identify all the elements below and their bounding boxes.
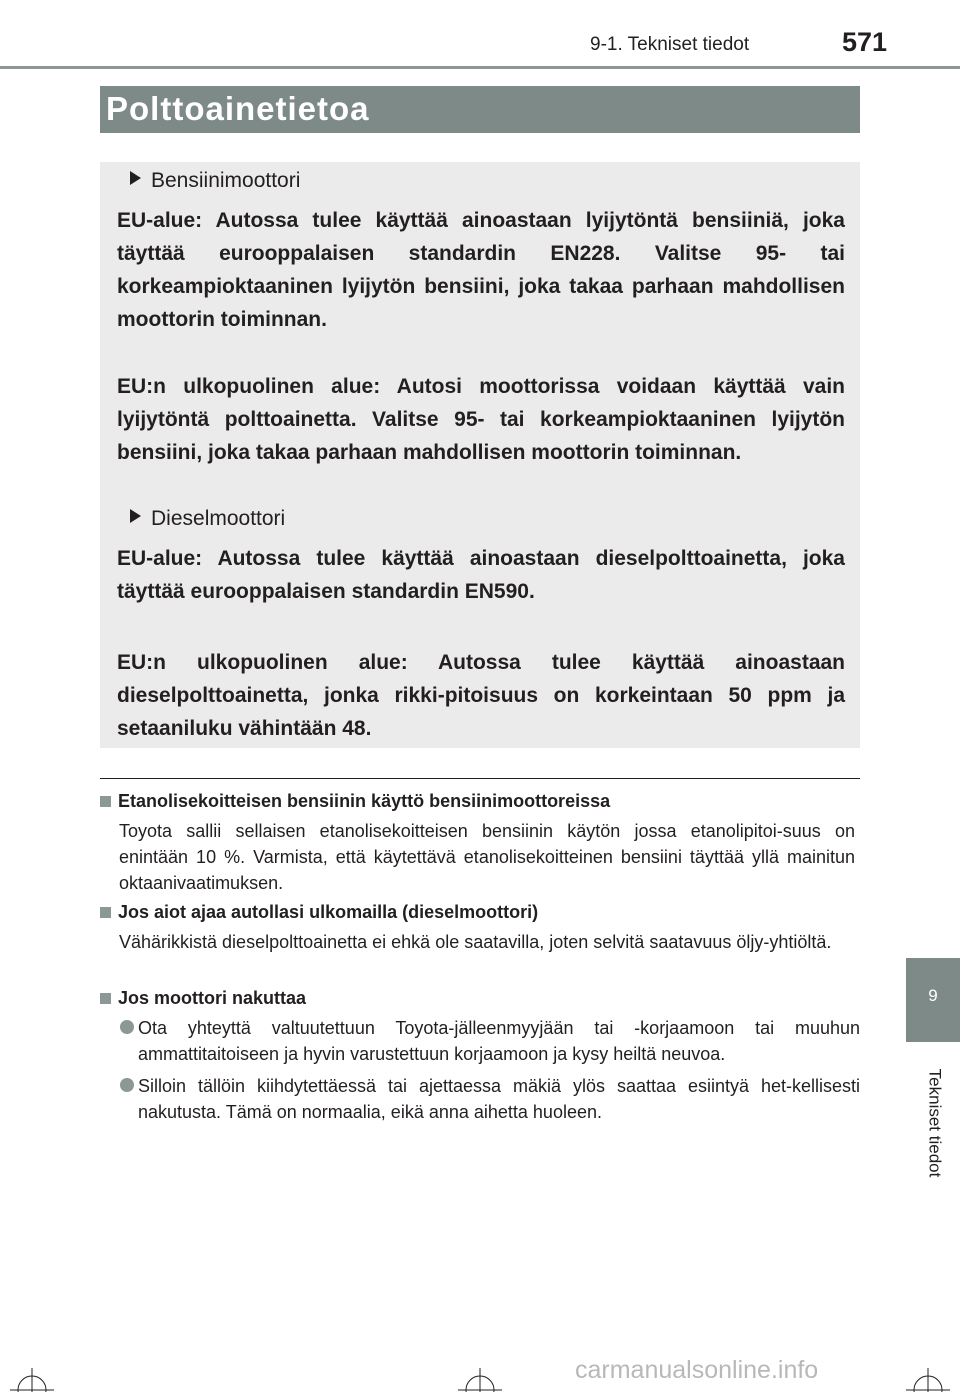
- circle-bullet-icon: [120, 1020, 134, 1034]
- triangle-bullet-icon: [130, 171, 141, 185]
- page-title: Polttoainetietoa: [106, 90, 370, 127]
- square-bullet-icon: [100, 993, 111, 1004]
- note-heading-knocking: [100, 988, 306, 1009]
- watermark-text: carmanualsonline.info: [575, 1356, 819, 1384]
- note-heading-text: Jos aiot ajaa autollasi ulkomailla (dieselmoottori): [118, 902, 539, 922]
- square-bullet-icon: [100, 796, 111, 807]
- diesel-engine-heading: [130, 507, 285, 531]
- note-heading-abroad: [100, 902, 538, 923]
- note-body-ethanol: Toyota sallii sellaisen etanolisekoitteisen bensiinin käytön jossa etanolipitoi-suus on enintään 10 %. Varmista, että käytettävä etanolisekoitteinen bensiini täyttää yllä mainitun oktaanivaatimuksen.: [119, 821, 855, 893]
- petrol-engine-label: Bensiinimoottori: [151, 169, 301, 192]
- diesel-engine-label: Dieselmoottori: [151, 507, 286, 530]
- chapter-label-text: Tekniset tiedot: [925, 1068, 945, 1178]
- diesel-non-eu-paragraph: EU:n ulkopuolinen alue: Autossa tulee käyttää ainoastaan dieselpolttoainetta, jonka rikki-pitoisuus on korkeintaan 50 ppm ja setaaniluku vähintään 48.: [117, 651, 845, 740]
- triangle-bullet-icon: [130, 509, 141, 523]
- chapter-tab[interactable]: [906, 958, 960, 1042]
- note-body-abroad: Vähärikkistä dieselpolttoainetta ei ehkä ole saatavilla, joten selvitä saatavuus öljy-yhtiöltä.: [119, 932, 832, 952]
- note-heading-ethanol: [100, 791, 610, 812]
- header-section-title: 9-1. Tekniset tiedot: [590, 34, 750, 55]
- note-heading-text: Jos moottori nakuttaa: [118, 988, 307, 1008]
- circle-bullet-icon: [120, 1078, 134, 1092]
- chapter-side-label: [922, 1057, 945, 1192]
- section-divider: [100, 778, 860, 779]
- petrol-non-eu-paragraph: EU:n ulkopuolinen alue: Autosi moottorissa voidaan käyttää vain lyijytöntä polttoainetta. Valitse 95- tai korkeampioktaaninen lyijytön bensiini, joka takaa parhaan mahdollisen moottorin toiminnan.: [117, 375, 845, 464]
- chapter-number: 9: [928, 986, 938, 1005]
- fuel-info-box: [100, 162, 860, 748]
- bullet-text: Ota yhteyttä valtuutettuun Toyota-jälleenmyyjään tai -korjaamoon tai muuhun ammattitaitoiseen ja hyvin varustettuun korjaamoon ja kysy heiltä neuvoa.: [138, 1018, 860, 1064]
- petrol-eu-paragraph: EU-alue: Autossa tulee käyttää ainoastaan lyijytöntä bensiiniä, joka täyttää eurooppalaisen standardin EN228. Valitse 95- tai korkeampioktaaninen lyijytön bensiini, joka takaa parhaan mahdollisen moottorin toiminnan.: [117, 209, 845, 331]
- note-heading-text: Etanolisekoitteisen bensiinin käyttö bensiinimoottoreissa: [118, 791, 611, 811]
- bullet-text: Silloin tällöin kiihdytettäessä tai ajettaessa mäkiä ylös saattaa esiintyä het-kellisesti nakutusta. Tämä on normaalia, eikä anna aihetta huoleen.: [138, 1076, 860, 1122]
- square-bullet-icon: [100, 907, 111, 918]
- crop-mark-right-icon: [906, 1368, 950, 1392]
- petrol-engine-heading: [130, 169, 300, 193]
- crop-mark-center-icon: [458, 1368, 502, 1392]
- crop-mark-left-icon: [10, 1368, 54, 1392]
- title-bar: [100, 86, 860, 133]
- header-divider: [0, 66, 960, 69]
- page-number: 571: [842, 27, 888, 57]
- diesel-eu-paragraph: EU-alue: Autossa tulee käyttää ainoastaan dieselpolttoainetta, joka täyttää eurooppalaisen standardin EN590.: [117, 547, 845, 603]
